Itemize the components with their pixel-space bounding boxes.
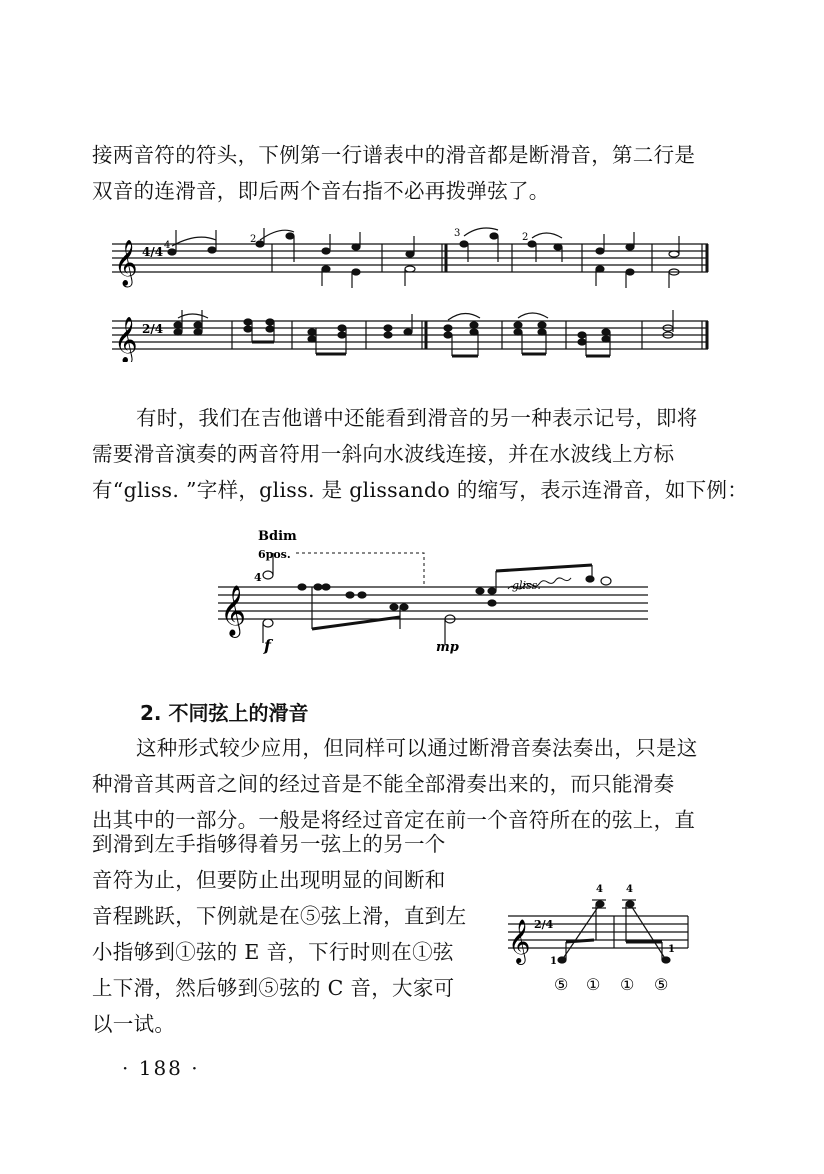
paragraph-2-cont xyxy=(92,436,749,508)
text-line: 有“gliss. ”字样，gliss. 是 glissando 的缩写，表示连滑音，如下例： xyxy=(92,478,749,502)
chord-name: Bdim xyxy=(258,529,297,544)
svg-text:4: 4 xyxy=(626,884,633,895)
text-line: 上下滑，然后够到⑤弦的 C 音，大家可 xyxy=(92,976,455,1000)
time-signature: 2/4 xyxy=(142,322,164,336)
notes xyxy=(263,553,611,645)
svg-text:⑤: ⑤ xyxy=(554,975,569,994)
dynamic-mezzo-piano: mp xyxy=(436,640,459,655)
treble-clef-icon: 𝄞 xyxy=(114,240,138,286)
svg-text:⑤: ⑤ xyxy=(654,975,669,994)
text-line: 有时，我们在吉他谱中还能看到滑音的另一种表示记号，即将 xyxy=(136,406,698,430)
text-line: 这种形式较少应用，但同样可以通过断滑音奏法奏出，只是这 xyxy=(136,736,698,760)
text-line: 音符为止，但要防止出现明显的间断和 xyxy=(92,868,446,892)
music-score-example-2 xyxy=(212,525,652,660)
svg-text:2: 2 xyxy=(250,234,257,245)
svg-text:4: 4 xyxy=(596,884,603,895)
svg-text:1: 1 xyxy=(550,956,557,967)
staff-row-1 xyxy=(112,244,708,272)
paragraph-1 xyxy=(92,137,712,209)
time-signature: 2/4 xyxy=(534,918,554,931)
text-line: 到滑到左手指够得着另一弦上的另一个 xyxy=(92,832,446,856)
music-score-example-1 xyxy=(112,222,712,362)
text-line: 出其中的一部分。一般是将经过音定在前一个音符所在的弦上，直 xyxy=(92,808,696,832)
paragraph-2 xyxy=(136,400,756,436)
treble-clef-icon: 𝄞 xyxy=(508,919,531,963)
svg-text:4: 4 xyxy=(164,240,171,251)
text-line: 接两音符的符头，下例第一行谱表中的滑音都是断滑音，第二行是 xyxy=(92,143,696,167)
string-numbers xyxy=(554,975,668,994)
position-mark: 6pos. xyxy=(258,548,291,561)
text-line: 双音的连滑音，即后两个音右指不必再拨弹弦了。 xyxy=(92,179,550,203)
section-heading: 2. 不同弦上的滑音 xyxy=(140,701,309,725)
text-line: 以一试。 xyxy=(92,1012,176,1036)
time-signature: 4/4 xyxy=(142,245,164,259)
staff xyxy=(218,587,648,619)
page-number: · 188 · xyxy=(122,1056,200,1080)
dynamic-forte: f xyxy=(264,636,271,655)
treble-clef-icon: 𝄞 xyxy=(114,317,138,362)
paragraph-4 xyxy=(92,826,472,1042)
fingerings xyxy=(550,884,675,967)
position-bracket xyxy=(296,553,424,587)
svg-text:2: 2 xyxy=(522,232,529,243)
text-line: 小指够到①弦的 E 音，下行时则在①弦 xyxy=(92,940,454,964)
text-line: 音程跳跃，下例就是在⑤弦上滑，直到左 xyxy=(92,904,467,928)
gliss-label: gliss. xyxy=(512,579,541,592)
music-score-example-3 xyxy=(504,880,694,995)
svg-text:1: 1 xyxy=(668,944,675,955)
text-line: 需要滑音演奏的两音符用一斜向水波线连接，并在水波线上方标 xyxy=(92,442,675,466)
fingerings-row-1 xyxy=(164,228,528,251)
svg-text:①: ① xyxy=(586,975,601,994)
svg-text:①: ① xyxy=(620,975,635,994)
fingering: 4 xyxy=(254,571,262,584)
paragraph-3 xyxy=(136,730,756,766)
treble-clef-icon: 𝄞 xyxy=(220,585,247,636)
text-line: 种滑音其两音之间的经过音是不能全部滑奏出来的，而只能滑奏 xyxy=(92,772,675,796)
svg-text:3: 3 xyxy=(454,228,461,239)
